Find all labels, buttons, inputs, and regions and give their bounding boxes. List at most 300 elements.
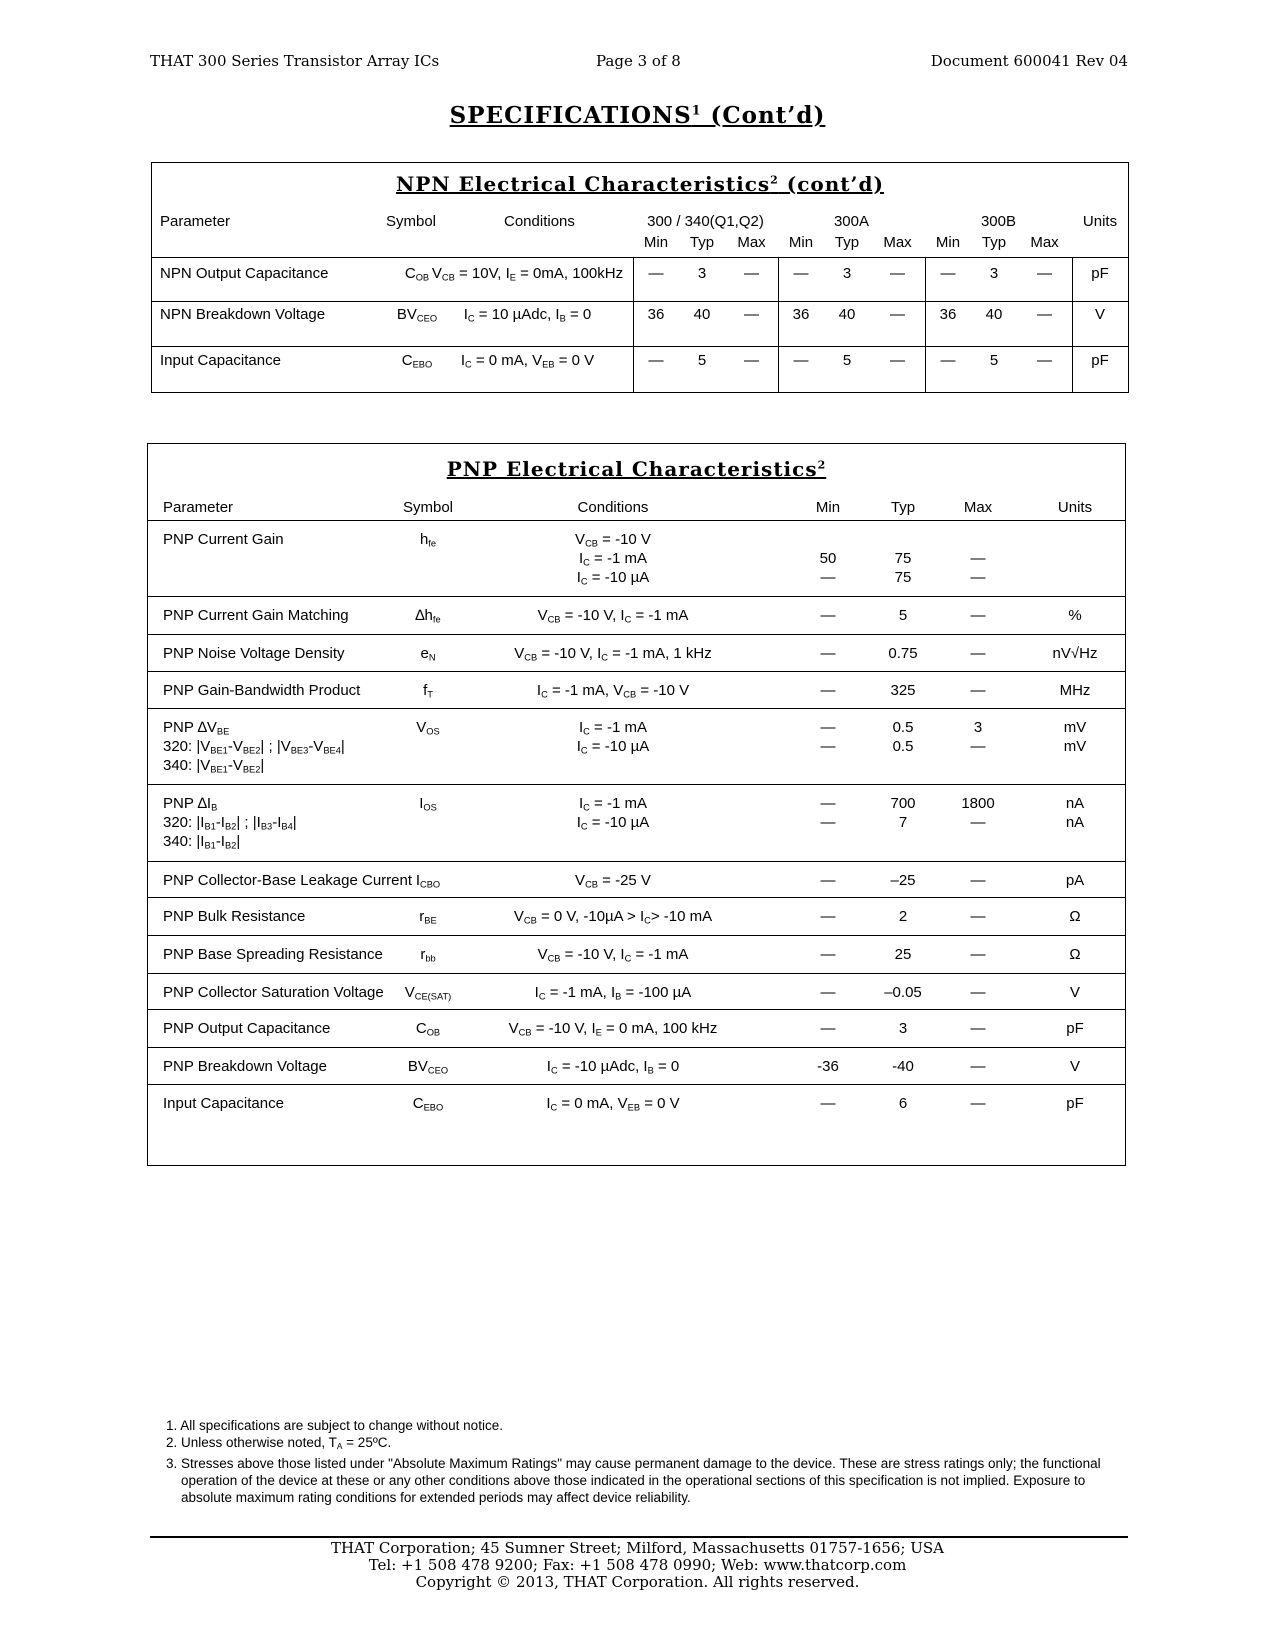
text-segment: C [412,1095,424,1112]
text-segment: CE(SAT) [414,991,452,1002]
pnp-row-divider [148,708,1125,709]
npn-row-value: — [1037,352,1052,369]
pnp-row-parameter [163,1094,284,1113]
text-segment: = -100 µA [621,984,692,1001]
text-segment: E [595,1027,602,1038]
npn-header-units: Units [1082,213,1118,230]
text-segment: C [580,576,588,587]
pnp-row-symbol [368,681,488,704]
npn-row-parameter: Input Capacitance [160,352,281,369]
text-segment: EBO [423,1102,444,1113]
npn-subheader-typ: Typ [834,234,860,251]
npn-row-value: 5 [697,352,707,369]
pnp-row-max: — [970,814,986,831]
text-segment: V [513,908,524,925]
text-segment: C [467,313,475,324]
text-segment: = 0 mA, V [557,1095,628,1112]
text-segment: T [427,689,433,700]
text-segment: Input Capacitance [163,1095,284,1112]
text-segment: = -1 mA [589,719,647,736]
npn-row-conditions [422,351,633,374]
text-segment: I [463,306,468,323]
pnp-row-units: V [1069,984,1080,1001]
pnp-row-min: — [820,719,836,736]
npn-row-value: 3 [697,265,707,282]
pnp-row-min: — [820,645,836,662]
text-segment: OB [415,272,430,283]
pnp-row-parameter [163,681,360,700]
text-segment: BE2 [242,764,261,775]
pnp-row-max: — [970,1058,986,1075]
text-segment: = -10 µA [587,814,650,831]
pnp-row-max: — [970,908,986,925]
text-segment: PNP Noise Voltage Density [163,645,345,662]
pnp-row-min: — [820,607,836,624]
pnp-row-typ: 0.5 [892,719,914,736]
pnp-row-symbol [368,1019,488,1042]
npn-row-parameter: NPN Output Capacitance [160,265,329,282]
pnp-row-symbol [368,1057,488,1080]
text-segment: C [401,352,413,369]
text-segment: = 0 [653,1058,680,1075]
text-segment: = -10 V, I [531,1020,596,1037]
text-segment: OS [423,802,437,813]
text-segment: CB [523,915,537,926]
text-segment: B [211,802,218,813]
npn-subheader-max: Max [737,234,766,251]
text-segment: C [580,745,588,756]
text-segment: V [514,645,525,662]
page-title-suffix: (Cont’d) [701,102,826,129]
pnp-header-parameter: Parameter [163,499,234,516]
pnp-row-symbol [368,871,488,894]
text-segment: C [583,557,590,568]
pnp-row-typ: 700 [890,795,916,812]
text-segment: BE1 [210,745,228,756]
pnp-row-units: MHz [1059,682,1091,699]
text-segment: C [601,652,608,663]
text-segment: CB [585,879,598,890]
pnp-row-units: pA [1065,872,1085,889]
text-segment: CEO [416,313,438,324]
footnote-2-sub: A [336,1441,343,1452]
text-segment: = -10 V, I [560,607,625,624]
npn-row-value: — [890,306,905,323]
text-segment: f [423,682,428,699]
text-segment: CEO [427,1065,449,1076]
text-segment: C [583,802,590,813]
pnp-row-divider [148,897,1125,898]
npn-row-value: 3 [989,265,999,282]
text-segment: | ; |I [236,814,261,831]
text-segment: | ; |V [260,738,291,755]
pnp-row-symbol [368,718,488,741]
pnp-row-units: % [1068,607,1082,624]
pnp-row-min: — [820,1095,836,1112]
text-segment: C [550,1102,558,1113]
text-segment: = 0 [565,306,592,323]
npn-row-value: — [1037,306,1052,323]
text-segment: | [236,833,241,850]
pnp-row-typ: 6 [898,1095,908,1112]
page-footer [0,1540,1275,1591]
pnp-header-symbol: Symbol [402,499,454,516]
text-segment: = 10V, I [454,265,510,282]
pnp-row-typ: 75 [894,569,912,586]
text-segment: = -25 V [597,872,651,889]
text-segment: I [576,569,581,586]
text-segment: -I [272,814,282,831]
text-segment: I [419,795,424,812]
text-segment: > -10 mA [650,908,713,925]
pnp-row-conditions [498,1057,728,1080]
text-segment: -V [308,738,324,755]
pnp-row-typ: -40 [892,1058,914,1075]
text-segment: = -1 mA [589,550,647,567]
npn-subheader-min: Min [935,234,961,251]
pnp-row-symbol [368,530,488,553]
text-segment: I [460,352,465,369]
pnp-row-symbol [368,945,488,968]
pnp-row-units: Ω [1069,946,1081,963]
text-segment: BE2 [242,745,261,756]
text-segment: OB [426,1027,441,1038]
pnp-row-parameter [163,1019,330,1038]
text-segment: BE [424,915,437,926]
text-segment: bb [425,953,436,964]
text-segment: I [579,550,584,567]
text-segment: 340: |V [163,757,211,774]
npn-row-value: 5 [989,352,999,369]
pnp-row-max: — [970,872,986,889]
text-segment: C [464,359,472,370]
npn-row-value: 40 [838,306,856,323]
pnp-row-divider [148,1084,1125,1085]
text-segment: C [624,953,632,964]
npn-row-value: — [940,352,956,369]
footnote-2-suffix: = 25ºC. [342,1435,392,1450]
pnp-row-conditions [498,983,728,1006]
pnp-row-units: pF [1066,1095,1084,1112]
text-segment: = -1 mA, 1 kHz [607,645,712,662]
pnp-row-units: pF [1066,1020,1084,1037]
pnp-row-conditions [498,813,728,836]
pnp-row-max: — [970,607,986,624]
npn-subheader-min: Min [643,234,669,251]
pnp-row-max: — [970,1020,986,1037]
pnp-row-parameter [163,644,345,663]
pnp-row-parameter [163,756,264,779]
pnp-row-conditions [498,871,728,894]
pnp-row-divider [148,520,1125,521]
text-segment: C [541,689,548,700]
npn-title-sup: 2 [770,173,779,187]
text-segment: V [431,265,442,282]
npn-row-value: 36 [939,306,957,323]
npn-header-divider [152,257,1128,258]
pnp-row-units: nA [1065,795,1085,812]
pnp-header-conditions: Conditions [577,499,649,516]
npn-row-conditions [422,264,633,287]
text-segment: C [644,915,651,926]
text-segment: -I [215,833,225,850]
text-segment: I [579,719,584,736]
text-segment: B1 [204,840,216,851]
pnp-row-divider [148,671,1125,672]
text-segment: V [537,607,548,624]
text-segment: | [292,814,297,831]
text-segment: fe [432,614,441,625]
text-segment: ∆h [415,607,433,624]
npn-header-parameter: Parameter [160,213,231,230]
pnp-table-title [148,457,1125,481]
text-segment: I [534,984,539,1001]
text-segment: EB [627,1102,641,1113]
page-title [0,102,1275,129]
text-segment: | [260,757,265,774]
footnotes [166,1417,1126,1506]
text-segment: = -10 V, I [537,645,602,662]
pnp-row-min: — [820,872,836,889]
pnp-header-max: Max [963,499,993,516]
pnp-row-parameter [163,1057,327,1076]
text-segment: B2 [224,840,237,851]
npn-row-value: 36 [792,306,810,323]
text-segment: 340: |I [163,833,205,850]
footer-rule [150,1536,1128,1538]
pnp-row-typ: 75 [894,550,912,567]
npn-row-parameter: NPN Breakdown Voltage [160,306,326,323]
text-segment: = -10 µA [587,738,650,755]
text-segment: = -10 V, I [560,946,625,963]
text-segment: I [579,795,584,812]
text-segment: CBO [420,879,441,890]
npn-row-value: — [890,352,905,369]
footer-copyright: Copyright © 2013, THAT Corporation. All rights reserved. [415,1573,860,1591]
text-segment: V [508,1020,519,1037]
npn-header-group-300: 300 / 340(Q1,Q2) [647,213,764,230]
header-left: THAT 300 Series Transistor Array ICs [150,52,440,70]
text-segment: = -10 µAdc, I [557,1058,648,1075]
text-segment: V [404,984,415,1001]
pnp-row-typ: –0.05 [884,984,922,1001]
npn-row-value: 40 [693,306,711,323]
npn-row-divider [152,301,1128,302]
text-segment: V [537,946,548,963]
pnp-row-max: 1800 [961,795,995,812]
pnp-row-conditions [498,737,728,760]
npn-subheader-max: Max [883,234,912,251]
text-segment: BV [396,306,417,323]
pnp-row-divider [148,596,1125,597]
npn-row-units: V [1094,306,1105,323]
pnp-row-min: — [820,795,836,812]
pnp-header-typ: Typ [890,499,916,516]
page-title-sup: 1 [691,102,702,118]
footer-contact: Tel: +1 508 478 9200; Fax: +1 508 478 0990; Web: www.thatcorp.com [368,1556,907,1574]
pnp-title-sup: 2 [817,458,827,472]
pnp-header-units: Units [1057,499,1093,516]
text-segment: I [546,1095,551,1112]
text-segment: E [509,272,516,283]
text-segment: PNP ∆I [163,795,212,812]
text-segment: CB [524,652,538,663]
text-segment: CB [518,1027,532,1038]
pnp-row-units: mV [1063,738,1087,755]
pnp-row-units: V [1069,1058,1080,1075]
npn-row-value: 3 [842,265,852,282]
npn-row-value: 5 [842,352,852,369]
text-segment: I [576,814,581,831]
npn-header-symbol: Symbol [386,213,437,230]
npn-row-value: — [648,352,664,369]
text-segment: = -1 mA [631,946,689,963]
text-segment: V [416,719,427,736]
pnp-row-min: — [820,1020,836,1037]
npn-row-value: 40 [985,306,1003,323]
text-segment: = -1 mA [631,607,689,624]
footnote-2 [166,1434,1126,1455]
text-segment: I [536,682,542,699]
pnp-row-divider [148,784,1125,785]
pnp-header-min: Min [815,499,841,516]
pnp-row-min: — [820,814,836,831]
text-segment: = -10 V [597,531,651,548]
pnp-row-max: — [970,569,986,586]
text-segment: e [420,645,429,662]
pnp-row-max: — [970,946,986,963]
text-segment: PNP Gain-Bandwidth Product [163,682,361,699]
pnp-row-parameter [163,606,349,625]
pnp-row-typ: 0.5 [892,738,914,755]
pnp-row-symbol [368,907,488,930]
text-segment: = 0mA, 100kHz [515,265,624,282]
npn-row-value: — [744,306,759,323]
text-segment: PNP Collector Saturation Voltage [163,984,384,1001]
pnp-row-max: — [970,550,986,567]
pnp-row-typ: 25 [894,946,912,963]
npn-row-units: pF [1091,352,1109,369]
pnp-row-conditions [498,568,728,591]
pnp-row-typ: 2 [898,908,908,925]
text-segment: CB [441,272,455,283]
pnp-row-divider [148,634,1125,635]
header-document-number: Document 600041 Rev 04 [930,52,1128,70]
text-segment: I [576,738,581,755]
footnote-1: 1. All specifications are subject to change without notice. [166,1418,503,1433]
text-segment: fe [428,538,437,549]
pnp-row-max: — [970,984,986,1001]
text-segment: = 0 mA, V [471,352,543,369]
text-segment: 320: |V [163,738,211,755]
text-segment: EB [542,359,555,370]
text-segment: I [415,872,420,889]
text-segment: -V [227,738,243,755]
text-segment: C [415,1020,427,1037]
npn-title-text: NPN Electrical Characteristics [396,172,771,196]
text-segment: C [538,991,546,1002]
page-title-text: SPECIFICATIONS [449,102,692,129]
pnp-row-parameter [163,832,240,855]
npn-title-suffix: (cont’d) [778,172,884,196]
pnp-row-conditions [498,681,728,704]
text-segment: EBO [412,359,433,370]
text-segment: CB [547,614,561,625]
text-segment: | [340,738,345,755]
text-segment: PNP Breakdown Voltage [163,1058,327,1075]
pnp-row-min: — [820,946,836,963]
text-segment: BE [216,726,230,737]
text-segment: = 0 V [640,1095,680,1112]
pnp-characteristics-table [147,443,1126,1166]
text-segment: -V [227,757,243,774]
text-segment: PNP Output Capacitance [163,1020,331,1037]
pnp-row-symbol [368,606,488,629]
text-segment: C [624,614,632,625]
footnote-2-prefix: 2. Unless otherwise noted, T [166,1435,337,1450]
pnp-row-conditions [498,1019,728,1042]
npn-row-value: — [890,265,905,282]
npn-row-value: — [940,265,956,282]
pnp-row-divider [148,861,1125,862]
pnp-row-typ: 0.75 [888,645,918,662]
pnp-row-units: nV√Hz [1052,645,1098,662]
pnp-row-conditions [498,945,728,968]
pnp-row-units: Ω [1069,908,1081,925]
text-segment: V [575,872,586,889]
pnp-row-divider [148,935,1125,936]
pnp-row-typ: 5 [898,607,908,624]
pnp-row-max: — [970,682,986,699]
npn-row-value: — [744,265,759,282]
npn-header-conditions: Conditions [504,213,575,230]
pnp-row-parameter [163,945,383,964]
npn-table-title [152,172,1128,196]
text-segment: r [420,946,426,963]
footer-address: THAT Corporation; 45 Sumner Street; Milford, Massachusetts 01757-1656; USA [330,1539,945,1557]
text-segment: r [419,908,425,925]
npn-row-value: — [648,265,664,282]
text-segment: CB [623,689,637,700]
pnp-row-conditions [498,606,728,629]
pnp-row-units: mV [1063,719,1087,736]
text-segment: CB [547,953,561,964]
pnp-row-min: — [820,738,836,755]
footnote-3: 3. Stresses above those listed under "Absolute Maximum Ratings" may cause permanent damage to the device. These are stress ratings only; the functional operation of the device at these or any other conditions above those indicated in the operational sections of this specification is not implied. Exposure to absolute maximum rating conditions for extended periods may affect device reliability. [166,1456,1101,1506]
npn-row-value: — [793,265,809,282]
text-segment: BE1 [210,764,228,775]
text-segment: -I [215,814,225,831]
pnp-row-max: — [970,738,986,755]
text-segment: PNP Base Spreading Resistance [163,946,383,963]
text-segment: B3 [260,821,273,832]
pnp-row-parameter [163,530,284,549]
text-segment: B1 [204,821,216,832]
pnp-row-typ: 325 [890,682,916,699]
text-segment: I [546,1058,551,1075]
text-segment: N [428,652,436,663]
text-segment: B4 [281,821,293,832]
text-segment: C [580,821,588,832]
text-segment: C [550,1065,558,1076]
text-segment: = -1 mA, V [547,682,624,699]
text-segment: BE3 [290,745,309,756]
text-segment: PNP ∆V [163,719,217,736]
pnp-row-typ: –25 [890,872,916,889]
text-segment: V [575,531,586,548]
text-segment: = 0 V [554,352,595,369]
pnp-row-divider [148,973,1125,974]
